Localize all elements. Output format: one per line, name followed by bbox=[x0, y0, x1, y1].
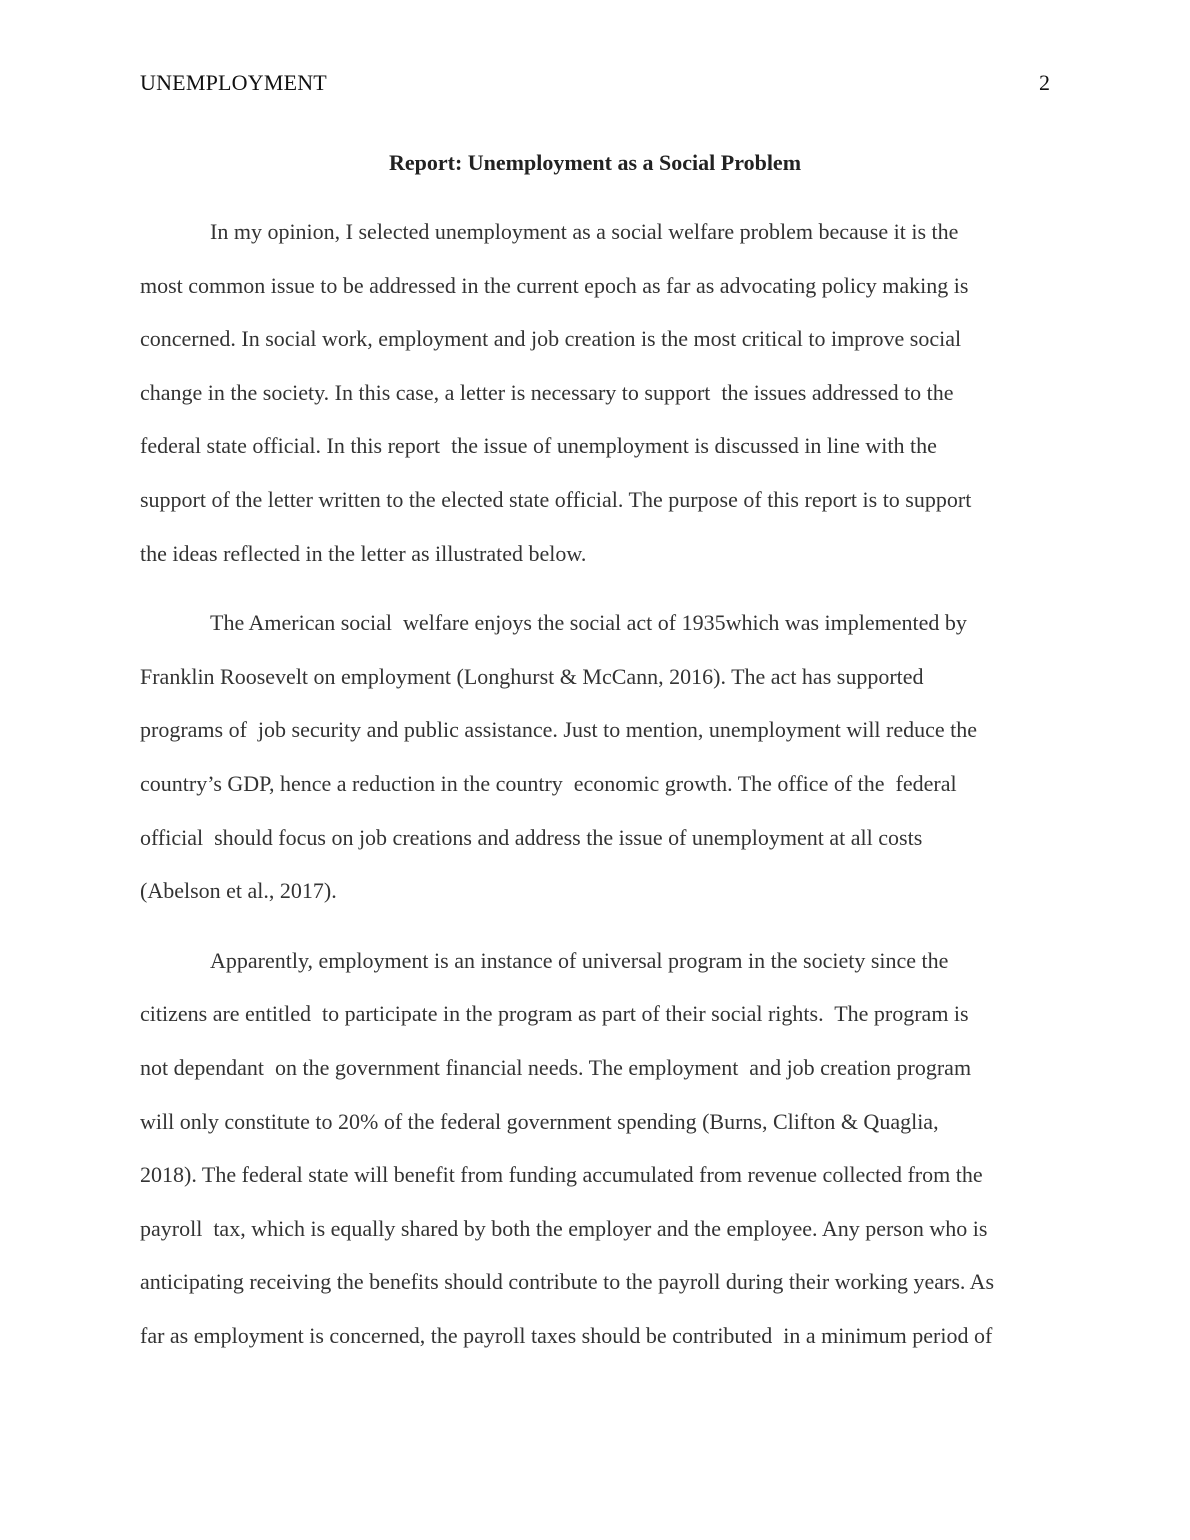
paragraph-3 bbox=[140, 934, 1050, 1363]
paragraph-line: change in the society. In this case, a letter is necessary to support the issues addressed to the bbox=[140, 379, 954, 405]
paragraph-line: 2018). The federal state will benefit from funding accumulated from revenue collected from the bbox=[140, 1162, 983, 1188]
report-body bbox=[140, 205, 1050, 1378]
paragraph-line: the ideas reflected in the letter as illustrated below. bbox=[140, 540, 587, 566]
paragraph-line: payroll tax, which is equally shared by both the employer and the employee. Any person who is bbox=[140, 1215, 988, 1241]
paragraph-line: federal state official. In this report the issue of unemployment is discussed in line with the bbox=[140, 433, 937, 459]
paragraph-line: Apparently, employment is an instance of universal program in the society since the bbox=[210, 947, 949, 973]
report-title: Report: Unemployment as a Social Problem bbox=[388, 150, 802, 175]
paragraph-line: will only constitute to 20% of the federal government spending (Burns, Clifton & Quaglia, bbox=[140, 1108, 939, 1134]
paragraph-line: concerned. In social work, employment and job creation is the most critical to improve social bbox=[140, 326, 962, 352]
paragraph-line: Franklin Roosevelt on employment (Longhurst & McCann, 2016). The act has supported bbox=[140, 663, 924, 689]
paragraph-line: not dependant on the government financial needs. The employment and job creation program bbox=[140, 1054, 972, 1080]
paragraph-line: country’s GDP, hence a reduction in the country economic growth. The office of the federal bbox=[140, 770, 957, 796]
paragraph-line: support of the letter written to the elected state official. The purpose of this report is to support bbox=[140, 486, 972, 512]
page-number: 2 bbox=[1039, 70, 1050, 95]
paragraph-line: anticipating receiving the benefits should contribute to the payroll during their working years. As bbox=[140, 1269, 995, 1295]
paragraph-line: programs of job security and public assistance. Just to mention, unemployment will reduce the bbox=[140, 717, 978, 743]
running-head: UNEMPLOYMENT bbox=[140, 70, 327, 95]
paragraph-line: The American social welfare enjoys the social act of 1935which was implemented by bbox=[210, 610, 967, 636]
paragraph-2 bbox=[140, 596, 1050, 918]
paragraph-line: far as employment is concerned, the payroll taxes should be contributed in a minimum period of bbox=[140, 1322, 993, 1348]
paragraph-line: official should focus on job creations and address the issue of unemployment at all costs bbox=[140, 824, 923, 850]
paragraph-line: citizens are entitled to participate in the program as part of their social rights. The program is bbox=[140, 1001, 969, 1027]
paragraph-line: (Abelson et al., 2017). bbox=[140, 878, 337, 904]
paragraph-line: most common issue to be addressed in the current epoch as far as advocating policy making is bbox=[140, 272, 969, 298]
paragraph-1 bbox=[140, 205, 1050, 580]
paragraph-line: In my opinion, I selected unemployment as a social welfare problem because it is the bbox=[210, 219, 959, 244]
